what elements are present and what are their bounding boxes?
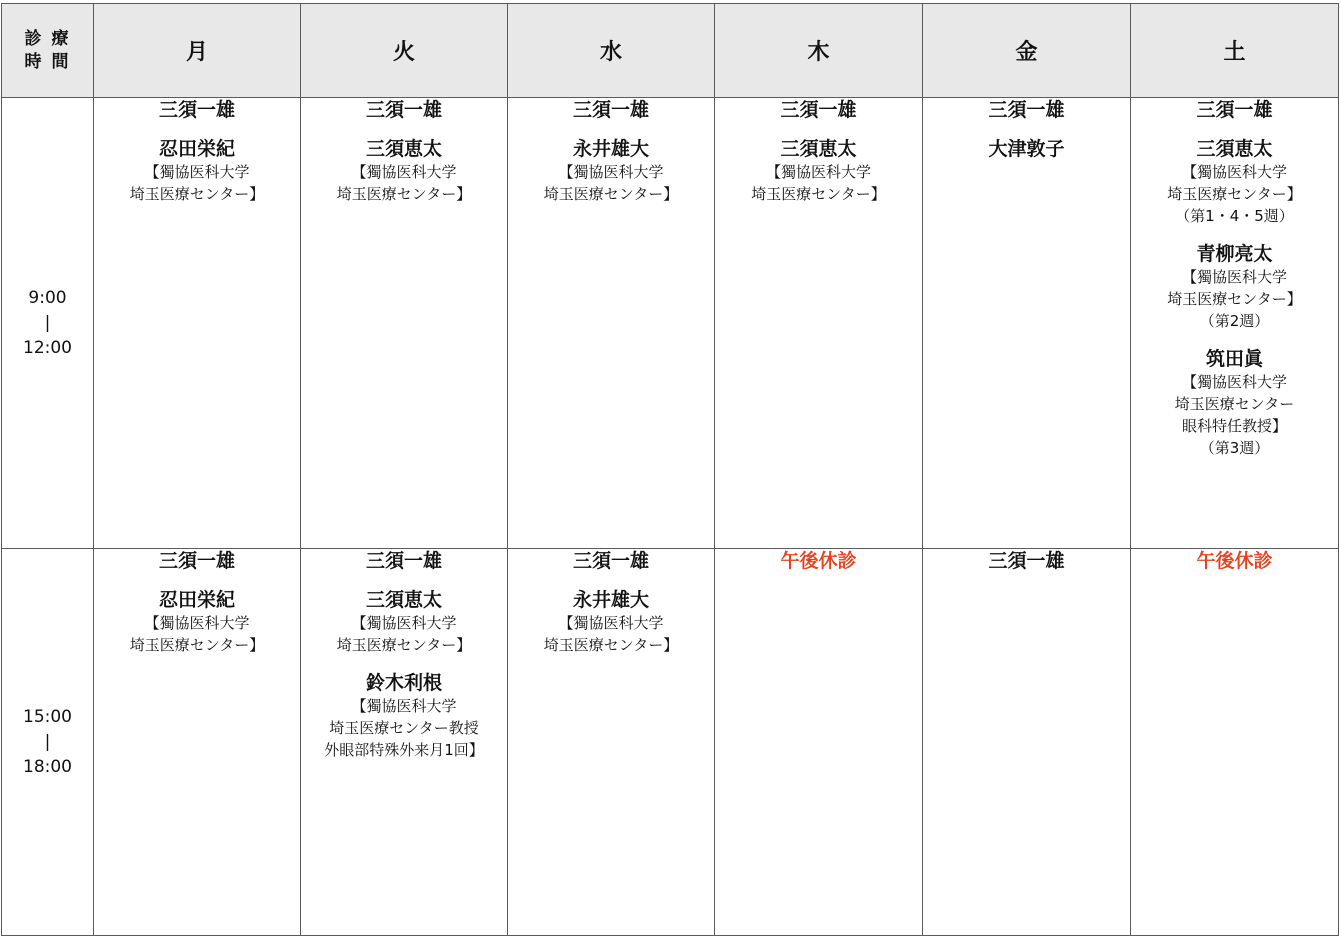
schedule-cell-mon — [94, 549, 301, 936]
doctor-entry — [301, 137, 507, 205]
schedule-cell-sat — [1131, 98, 1339, 549]
time-sep: | — [44, 312, 51, 333]
doctor-entry — [1131, 549, 1338, 573]
doctor-entry — [508, 588, 714, 656]
affiliation-note: 【獨協医科大学 — [1181, 163, 1287, 181]
day-header-wed: 水 — [508, 4, 715, 98]
affiliation-note: 眼科特任教授】 — [1181, 417, 1287, 435]
afternoon-row — [2, 549, 1339, 936]
schedule-cell-thu — [715, 549, 923, 936]
affiliation-note: 【獨協医科大学 — [1181, 373, 1287, 391]
time-column-header — [2, 4, 94, 98]
doctor-entry — [923, 98, 1130, 122]
affiliation-note: 【獨協医科大学 — [144, 163, 250, 181]
doctor-entry — [1131, 347, 1338, 459]
affiliation-note: 埼玉医療センター】 — [1167, 290, 1302, 308]
doctor-name: 大津敦子 — [988, 138, 1065, 160]
affiliation-note: 【獨協医科大学 — [351, 697, 457, 715]
schedule-cell-fri — [923, 98, 1131, 549]
affiliation-note: 埼玉医療センター教授 — [329, 719, 479, 737]
day-header-mon: 月 — [94, 4, 301, 98]
doctor-entry — [508, 98, 714, 122]
affiliation-note: 【獨協医科大学 — [765, 163, 871, 181]
affiliation-note: 【獨協医科大学 — [144, 614, 250, 632]
doctor-entry — [94, 549, 300, 573]
schedule-cell-tue — [301, 98, 508, 549]
day-header-sat: 土 — [1131, 4, 1339, 98]
affiliation-note: 埼玉医療センター】 — [129, 185, 265, 203]
affiliation-note: 埼玉医療センター】 — [1167, 185, 1302, 203]
doctor-entry — [94, 588, 300, 656]
time-slot — [2, 549, 94, 936]
doctor-entry — [94, 137, 300, 205]
doctor-entry — [715, 98, 922, 122]
schedule-cell-wed — [508, 549, 715, 936]
doctor-entry — [94, 98, 300, 122]
doctor-entry — [301, 671, 507, 761]
day-header-tue: 火 — [301, 4, 508, 98]
doctor-entry — [715, 137, 922, 205]
schedule-cell-wed — [508, 98, 715, 549]
doctor-entry — [508, 549, 714, 573]
doctor-name: 三須一雄 — [780, 99, 857, 121]
doctor-name: 三須一雄 — [988, 550, 1065, 572]
doctor-entry — [923, 549, 1130, 573]
closed-label: 午後休診 — [1196, 550, 1273, 572]
doctor-name: 三須恵太 — [780, 138, 857, 160]
affiliation-note: （第2週） — [1199, 312, 1270, 330]
doctor-name: 忍田栄紀 — [158, 589, 235, 611]
doctor-entry — [923, 137, 1130, 161]
doctor-name: 青柳亮太 — [1196, 243, 1273, 265]
time-label-line2: 時 間 — [24, 51, 71, 72]
affiliation-note: 【獨協医科大学 — [351, 163, 457, 181]
time-start: 9:00 — [28, 287, 67, 308]
doctor-name: 三須一雄 — [158, 99, 235, 121]
doctor-name: 鈴木利根 — [365, 672, 442, 694]
doctor-entry — [1131, 137, 1338, 227]
doctor-name: 永井雄大 — [572, 138, 649, 160]
affiliation-note: 埼玉医療センター】 — [129, 636, 265, 654]
doctor-name: 三須恵太 — [365, 589, 442, 611]
doctor-name: 三須一雄 — [1196, 99, 1273, 121]
affiliation-note: （第1・4・5週） — [1175, 207, 1294, 225]
time-start: 15:00 — [23, 706, 72, 727]
affiliation-note: 外眼部特殊外来月1回】 — [324, 741, 484, 759]
time-sep: | — [44, 731, 51, 752]
time-label-line1: 診 療 — [24, 28, 71, 49]
affiliation-note: 【獨協医科大学 — [558, 163, 664, 181]
morning-row — [2, 98, 1339, 549]
schedule-cell-fri — [923, 549, 1131, 936]
affiliation-note: 埼玉医療センター】 — [543, 636, 679, 654]
time-end: 12:00 — [23, 337, 72, 358]
doctor-name: 忍田栄紀 — [158, 138, 235, 160]
doctor-name: 筑田眞 — [1205, 348, 1263, 370]
affiliation-note: 埼玉医療センター】 — [543, 185, 679, 203]
doctor-entry — [1131, 242, 1338, 332]
affiliation-note: 埼玉医療センター】 — [336, 636, 472, 654]
doctor-name: 三須一雄 — [158, 550, 235, 572]
doctor-name: 三須一雄 — [572, 550, 649, 572]
affiliation-note: 埼玉医療センター】 — [751, 185, 886, 203]
header-row — [2, 4, 1339, 98]
doctor-name: 三須一雄 — [988, 99, 1065, 121]
closed-label: 午後休診 — [780, 550, 857, 572]
doctor-name: 三須一雄 — [572, 99, 649, 121]
doctor-entry — [715, 549, 922, 573]
doctor-name: 三須一雄 — [365, 550, 442, 572]
schedule-cell-mon — [94, 98, 301, 549]
day-header-fri: 金 — [923, 4, 1131, 98]
doctor-entry — [508, 137, 714, 205]
doctor-name: 三須恵太 — [1196, 138, 1273, 160]
doctor-entry — [1131, 98, 1338, 122]
schedule-cell-thu — [715, 98, 923, 549]
affiliation-note: 埼玉医療センター — [1174, 395, 1295, 413]
affiliation-note: 【獨協医科大学 — [351, 614, 457, 632]
doctor-name: 三須一雄 — [365, 99, 442, 121]
schedule-cell-sat — [1131, 549, 1339, 936]
schedule-cell-tue — [301, 549, 508, 936]
time-slot — [2, 98, 94, 549]
affiliation-note: 【獨協医科大学 — [558, 614, 664, 632]
doctor-name: 永井雄大 — [572, 589, 649, 611]
doctor-entry — [301, 549, 507, 573]
affiliation-note: （第3週） — [1199, 439, 1270, 457]
time-end: 18:00 — [23, 756, 72, 777]
doctor-entry — [301, 98, 507, 122]
doctor-entry — [301, 588, 507, 656]
schedule-table — [1, 3, 1339, 936]
day-header-thu: 木 — [715, 4, 923, 98]
doctor-name: 三須恵太 — [365, 138, 442, 160]
affiliation-note: 埼玉医療センター】 — [336, 185, 472, 203]
affiliation-note: 【獨協医科大学 — [1181, 268, 1287, 286]
